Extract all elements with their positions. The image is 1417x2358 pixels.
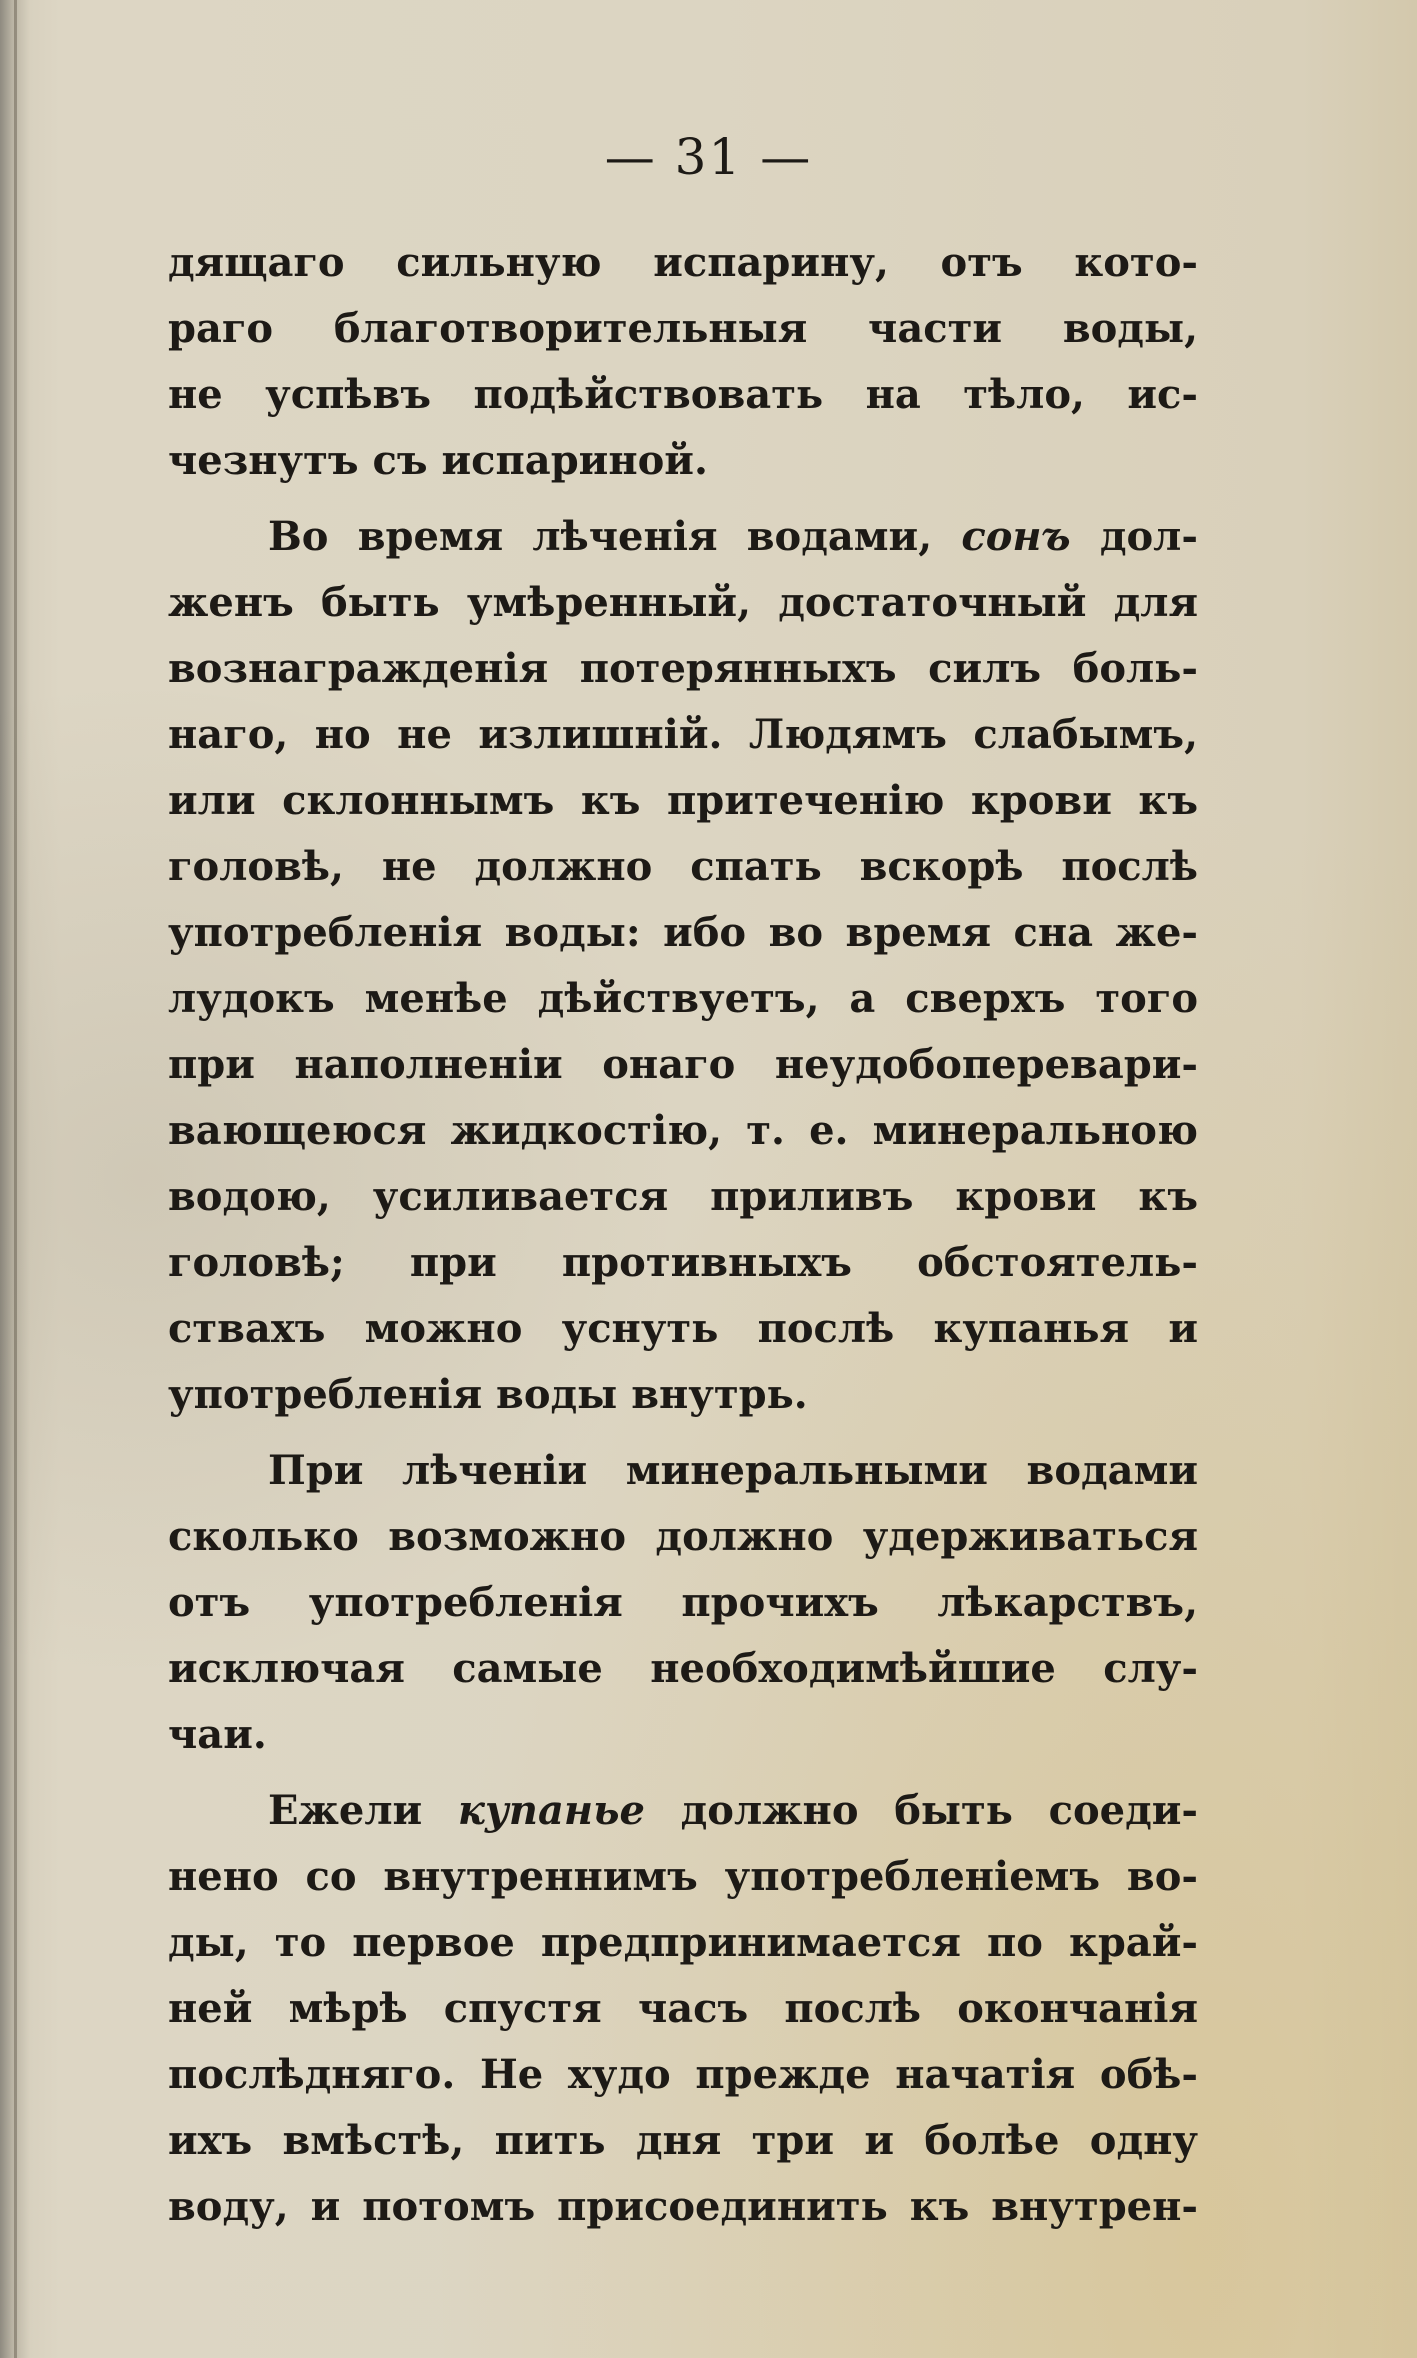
- text-line: дящаго сильную испарину, отъ кото-: [168, 239, 1198, 286]
- text-line: или склоннымъ къ притеченію крови къ: [168, 777, 1198, 824]
- text-line: вознагражденія потерянныхъ силъ боль-: [168, 645, 1198, 692]
- text-line: женъ быть умѣренный, достаточный для: [168, 579, 1198, 626]
- page-gutter: [14, 0, 17, 2358]
- text-line: ихъ вмѣстѣ, пить дня три и болѣе одну: [168, 2117, 1198, 2164]
- text-line: нено со внутреннимъ употребленіемъ во-: [168, 1853, 1198, 1900]
- text-line: Во время лѣченія водами, сонъ дол-: [268, 513, 1198, 560]
- body-text: [168, 230, 1198, 2240]
- text-line: не успѣвъ подѣйствовать на тѣло, ис-: [168, 371, 1198, 418]
- text-line: При лѣченіи минеральными водами: [268, 1447, 1198, 1494]
- text-line: ней мѣрѣ спустя часъ послѣ окончанія: [168, 1985, 1198, 2032]
- text-line: при наполненіи онаго неудобоперевари-: [168, 1041, 1198, 1088]
- text-line: головѣ; при противныхъ обстоятель-: [168, 1239, 1198, 1286]
- text-line: наго, но не излишній. Людямъ слабымъ,: [168, 711, 1198, 758]
- text-line: чезнутъ съ испариной.: [168, 437, 708, 484]
- text-line: вающеюся жидкостію, т. е. минеральною: [168, 1107, 1198, 1154]
- text-line: употребленія воды: ибо во время сна же-: [168, 909, 1198, 956]
- text-line: сколько возможно должно удерживаться: [168, 1513, 1198, 1560]
- text-line: послѣдняго. Не худо прежде начатія обѣ-: [168, 2051, 1198, 2098]
- text-line: употребленія воды внутрь.: [168, 1371, 808, 1418]
- text-line: ствахъ можно уснуть послѣ купанья и: [168, 1305, 1198, 1352]
- text-line: воду, и потомъ присоединить къ внутрен-: [168, 2183, 1198, 2230]
- text-line: исключая самые необходимѣйшие слу-: [168, 1645, 1198, 1692]
- text-line: лудокъ менѣе дѣйствуетъ, а сверхъ того: [168, 975, 1198, 1022]
- text-line: чаи.: [168, 1711, 267, 1758]
- text-line: раго благотворительныя части воды,: [168, 305, 1198, 352]
- text-line: ды, то первое предпринимается по край-: [168, 1919, 1198, 1966]
- text-line: Ежели купанье должно быть соеди-: [268, 1787, 1199, 1834]
- text-line: головѣ, не должно спать вскорѣ послѣ: [168, 843, 1198, 890]
- text-line: отъ употребленія прочихъ лѣкарствъ,: [168, 1579, 1198, 1626]
- emphasized-word: сонъ: [961, 513, 1071, 560]
- emphasized-word: купанье: [457, 1787, 645, 1834]
- page-number: — 31 —: [604, 128, 813, 186]
- text-line: водою, усиливается приливъ крови къ: [168, 1173, 1198, 1220]
